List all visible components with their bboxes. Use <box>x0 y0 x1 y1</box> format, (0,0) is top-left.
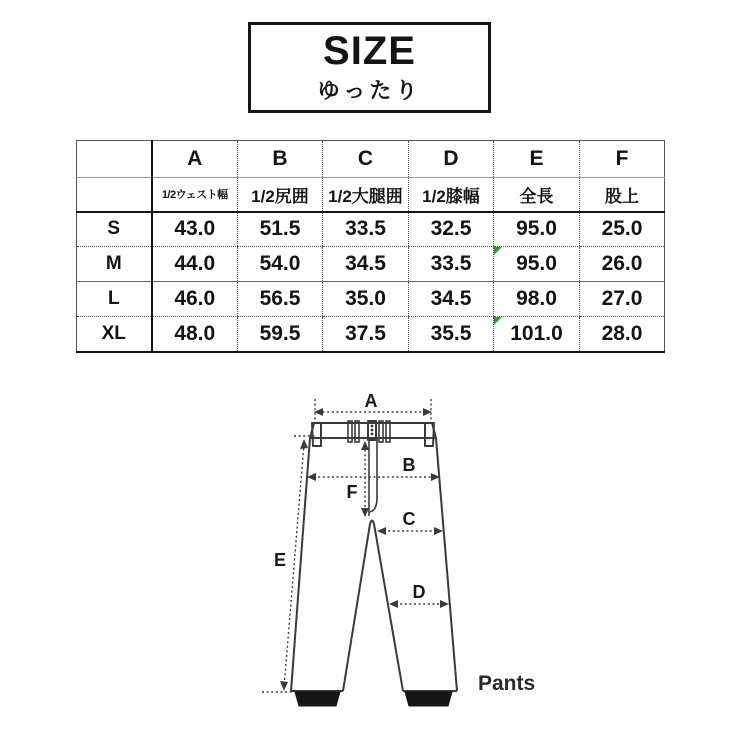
size-header-box <box>248 22 491 113</box>
dimension-d-label: D <box>412 582 426 602</box>
col-label-length: 全長 <box>494 178 580 212</box>
pants-diagram <box>250 385 540 720</box>
col-letter-b: B <box>238 141 323 178</box>
dimension-a-arrow <box>314 391 432 425</box>
size-subtitle: ゆったり <box>317 77 422 103</box>
cell-s-e: 95.0 <box>494 212 580 247</box>
table-letter-row <box>77 141 665 178</box>
cell-m-c: 34.5 <box>323 247 409 282</box>
cell-m-f: 26.0 <box>580 247 665 282</box>
cell-xl-c: 37.5 <box>323 317 409 352</box>
table-measurement-row <box>77 178 665 212</box>
dimension-a-label: A <box>364 391 378 411</box>
cell-s-a: 43.0 <box>152 212 238 247</box>
cell-s-f: 25.0 <box>580 212 665 247</box>
row-label-s: S <box>77 212 152 247</box>
dimension-d-arrow <box>389 582 449 608</box>
col-label-waist: 1/2ウェスト幅 <box>152 178 238 212</box>
cell-m-a: 44.0 <box>152 247 238 282</box>
col-letter-e: E <box>494 141 580 178</box>
cell-l-f: 27.0 <box>580 282 665 317</box>
cell-l-b: 56.5 <box>238 282 323 317</box>
cell-m-e: 95.0 <box>494 247 580 282</box>
dimension-b-arrow <box>307 455 440 481</box>
pants-outline-drawing <box>291 421 457 706</box>
pants-caption: Pants <box>478 672 536 695</box>
cell-l-e: 98.0 <box>494 282 580 317</box>
cell-m-d: 33.5 <box>409 247 494 282</box>
cell-s-c: 33.5 <box>323 212 409 247</box>
cell-xl-f: 28.0 <box>580 317 665 352</box>
cell-l-d: 34.5 <box>409 282 494 317</box>
dimension-c-label: C <box>402 509 416 529</box>
dimension-f-arrow <box>347 441 370 517</box>
row-label-l: L <box>77 282 152 317</box>
col-letter-d: D <box>409 141 494 178</box>
corner-cell <box>77 141 152 178</box>
col-letter-f: F <box>580 141 665 178</box>
corner-cell <box>77 178 152 212</box>
col-label-hip: 1/2尻囲 <box>238 178 323 212</box>
dimension-f-label: F <box>346 482 358 502</box>
cell-xl-a: 48.0 <box>174 321 216 345</box>
dimension-c-arrow <box>377 509 443 535</box>
size-title: SIZE <box>323 28 416 73</box>
cell-xl-b: 59.5 <box>238 317 323 352</box>
table-row-m <box>77 247 665 282</box>
cell-s-d: 32.5 <box>409 212 494 247</box>
table-row-s <box>77 212 665 247</box>
cell-l-a: 46.0 <box>152 282 238 317</box>
dimension-b-label: B <box>402 455 416 475</box>
col-letter-c: C <box>323 141 409 178</box>
row-label-xl: XL <box>77 317 152 352</box>
row-label-m: M <box>77 247 152 282</box>
table-row-l <box>77 282 665 317</box>
cell-l-c: 35.0 <box>323 282 409 317</box>
col-label-thigh: 1/2大腿囲 <box>323 178 409 212</box>
cell-xl-d: 35.5 <box>409 317 494 352</box>
cell-xl-e: 101.0 <box>494 317 580 352</box>
table-row-xl <box>77 317 665 352</box>
col-label-rise: 股上 <box>580 178 665 212</box>
cell-m-b: 54.0 <box>238 247 323 282</box>
col-letter-a: A <box>152 141 238 178</box>
dimension-e-label: E <box>273 550 287 570</box>
col-label-knee: 1/2膝幅 <box>409 178 494 212</box>
cell-s-b: 51.5 <box>238 212 323 247</box>
size-table <box>76 140 665 353</box>
